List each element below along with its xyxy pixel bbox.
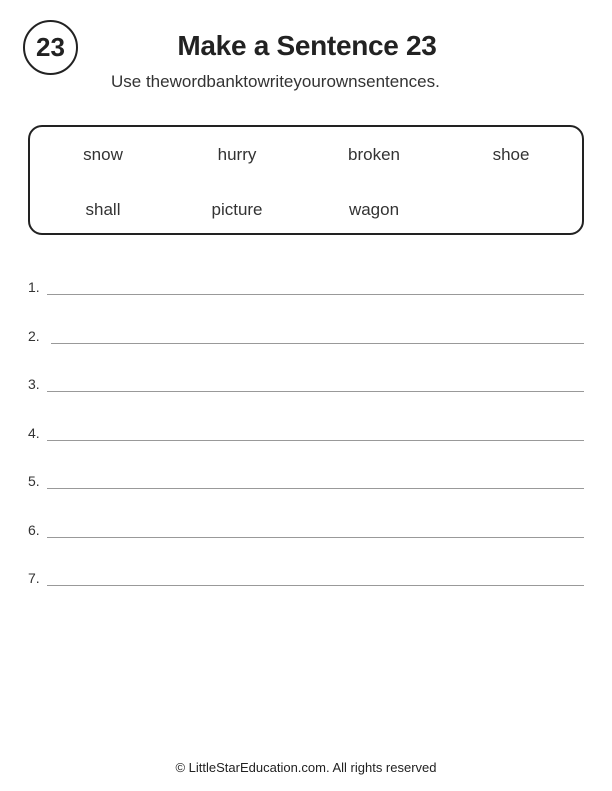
- instructions: Use thewordbanktowriteyourownsentences.: [111, 72, 440, 91]
- writing-line[interactable]: [28, 321, 584, 345]
- writing-line[interactable]: [28, 515, 584, 539]
- writing-line[interactable]: [28, 563, 584, 587]
- answer-rule: [47, 488, 584, 489]
- answer-rule: [47, 537, 584, 538]
- answer-rule: [51, 343, 584, 344]
- answer-rule: [47, 391, 584, 392]
- answer-rule: [47, 585, 584, 586]
- answer-rule: [47, 294, 584, 295]
- word-bank-item: snow: [83, 145, 123, 164]
- writing-line[interactable]: [28, 418, 584, 442]
- line-number: 3.: [28, 376, 40, 392]
- page-title-text: Make a Sentence 23: [177, 30, 437, 61]
- writing-line[interactable]: [28, 272, 584, 296]
- word-bank-item: wagon: [348, 200, 400, 219]
- word-bank-item: broken: [348, 145, 400, 164]
- word-bank-item: shall: [85, 200, 121, 219]
- word-bank: [28, 125, 584, 235]
- line-number: 1.: [28, 279, 40, 295]
- answer-rule: [47, 440, 584, 441]
- page-title: [0, 30, 612, 62]
- line-number: 2.: [28, 328, 40, 344]
- word-bank-item: hurry: [217, 145, 257, 164]
- copyright-footer: © LittleStarEducation.com. All rights reserved: [175, 760, 437, 775]
- writing-line[interactable]: [28, 466, 584, 490]
- word-bank-item: shoe: [492, 145, 530, 164]
- line-number: 4.: [28, 425, 40, 441]
- line-number: 6.: [28, 522, 40, 538]
- line-number: 5.: [28, 473, 40, 489]
- line-number: 7.: [28, 570, 40, 586]
- word-bank-item: picture: [211, 200, 263, 219]
- badge-number: 23: [36, 32, 65, 62]
- writing-line[interactable]: [28, 369, 584, 393]
